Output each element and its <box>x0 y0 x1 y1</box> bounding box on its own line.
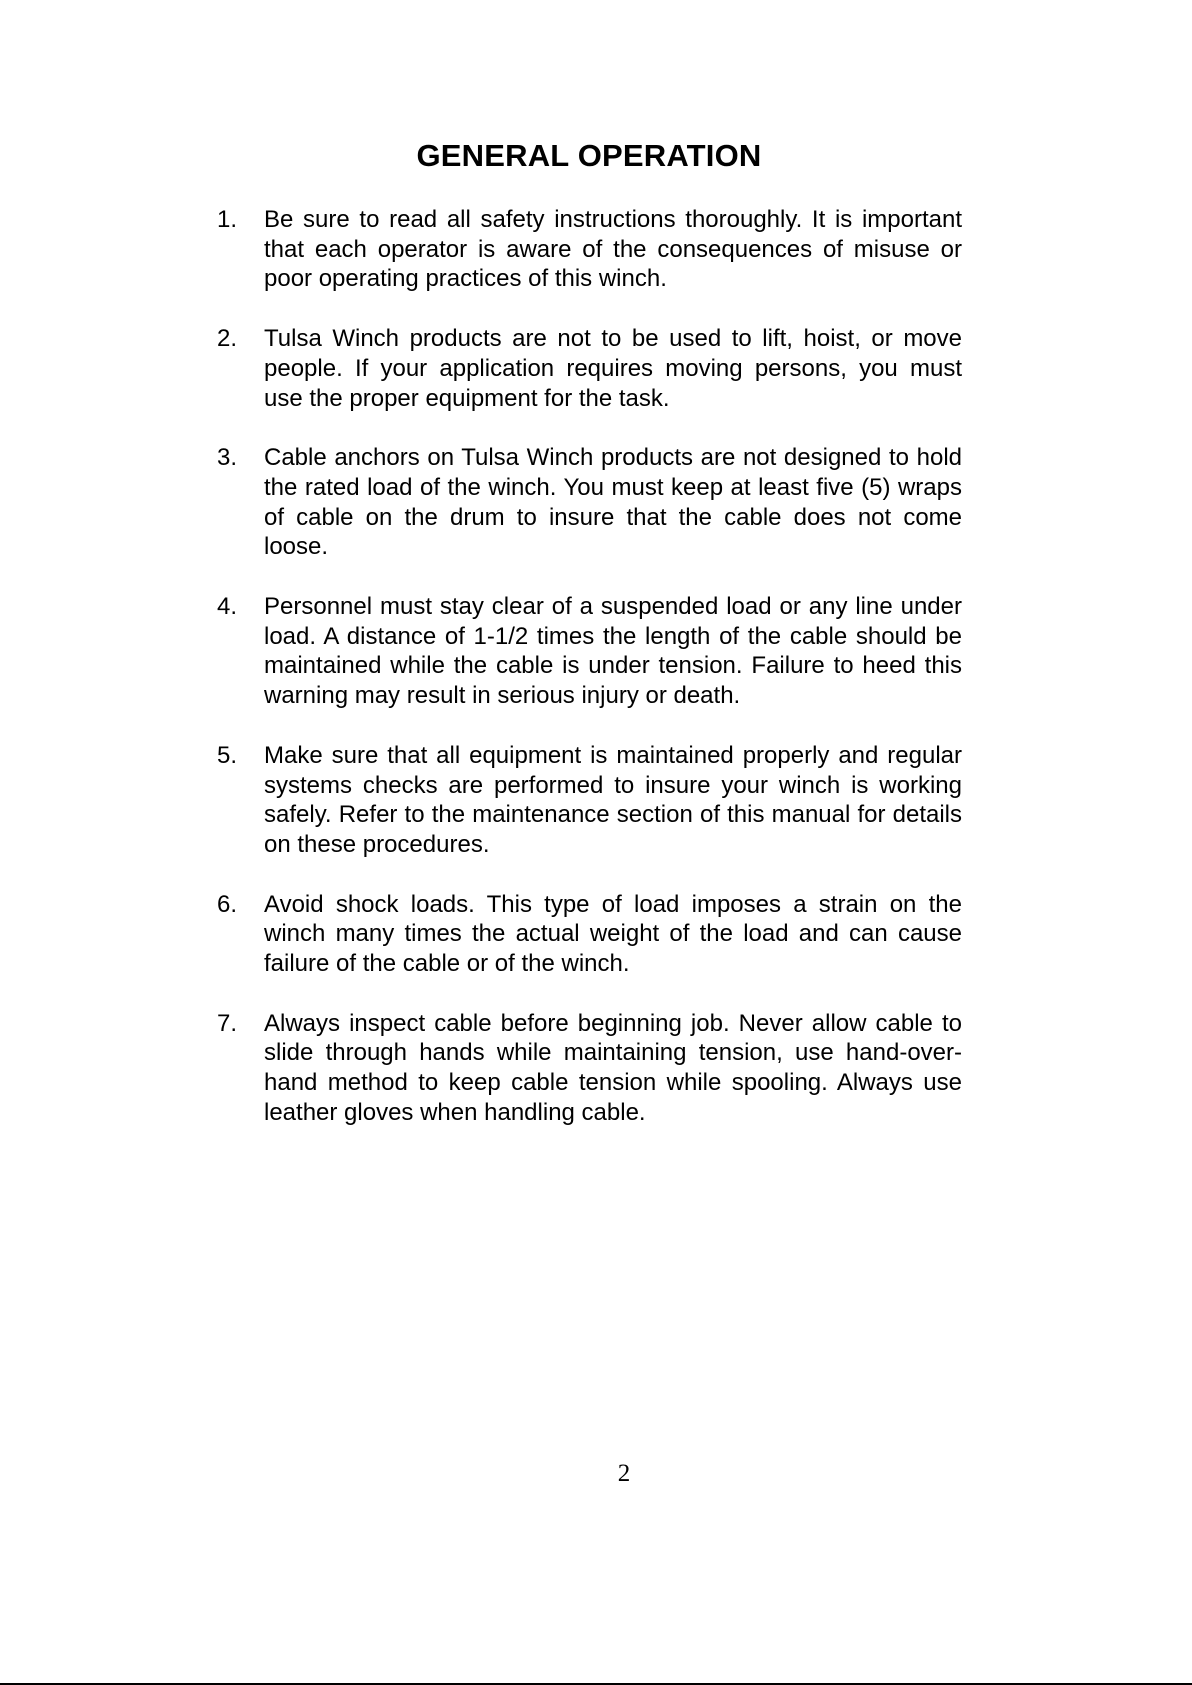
list-item <box>215 592 962 711</box>
item-text: Make sure that all equipment is maintained properly and regular systems checks are performed to insure your winch is working safely. Refer to the maintenance section of this manual for details on these procedures. <box>264 741 962 858</box>
list-item <box>215 890 962 979</box>
item-text: Tulsa Winch products are not to be used to lift, hoist, or move people. If your application requires moving persons, you must use the proper equipment for the task. <box>264 325 962 412</box>
item-text: Cable anchors on Tulsa Winch products are not designed to hold the rated load of the winch. You must keep at least five (5) wraps of cable on the drum to insure that the cable does not come loose. <box>264 444 962 561</box>
item-text: Always inspect cable before beginning job. Never allow cable to slide through hands while maintaining tension, use hand-over-hand method to keep cable tension while spooling. Always use leather gloves when handling cable. <box>264 1009 962 1126</box>
page-number: 2 <box>617 1460 631 1487</box>
list-item <box>215 324 962 413</box>
page-title: GENERAL OPERATION <box>416 138 762 173</box>
item-text: Be sure to read all safety instructions thoroughly. It is important that each operator is aware of the consequences of misuse or poor operating practices of this winch. <box>264 206 962 293</box>
item-number: 4. <box>217 593 238 621</box>
item-number: 2. <box>217 325 238 353</box>
item-number: 6. <box>217 890 238 918</box>
list-item <box>215 205 962 294</box>
operation-instructions-list <box>215 205 962 1158</box>
item-number: 7. <box>217 1009 238 1037</box>
list-item <box>215 1009 962 1128</box>
item-text: Personnel must stay clear of a suspended load or any line under load. A distance of 1-1/2 times the length of the cable should be maintained while the cable is under tension. Failure to heed this warning may result in serious injury or death. <box>264 593 962 710</box>
item-text: Avoid shock loads. This type of load imposes a strain on the winch many times the actual weight of the load and can cause failure of the cable or of the winch. <box>264 890 962 978</box>
item-number: 3. <box>217 444 238 472</box>
item-number: 5. <box>217 741 238 769</box>
list-item <box>215 443 962 562</box>
item-number: 1. <box>217 206 238 233</box>
list-item <box>215 741 962 860</box>
